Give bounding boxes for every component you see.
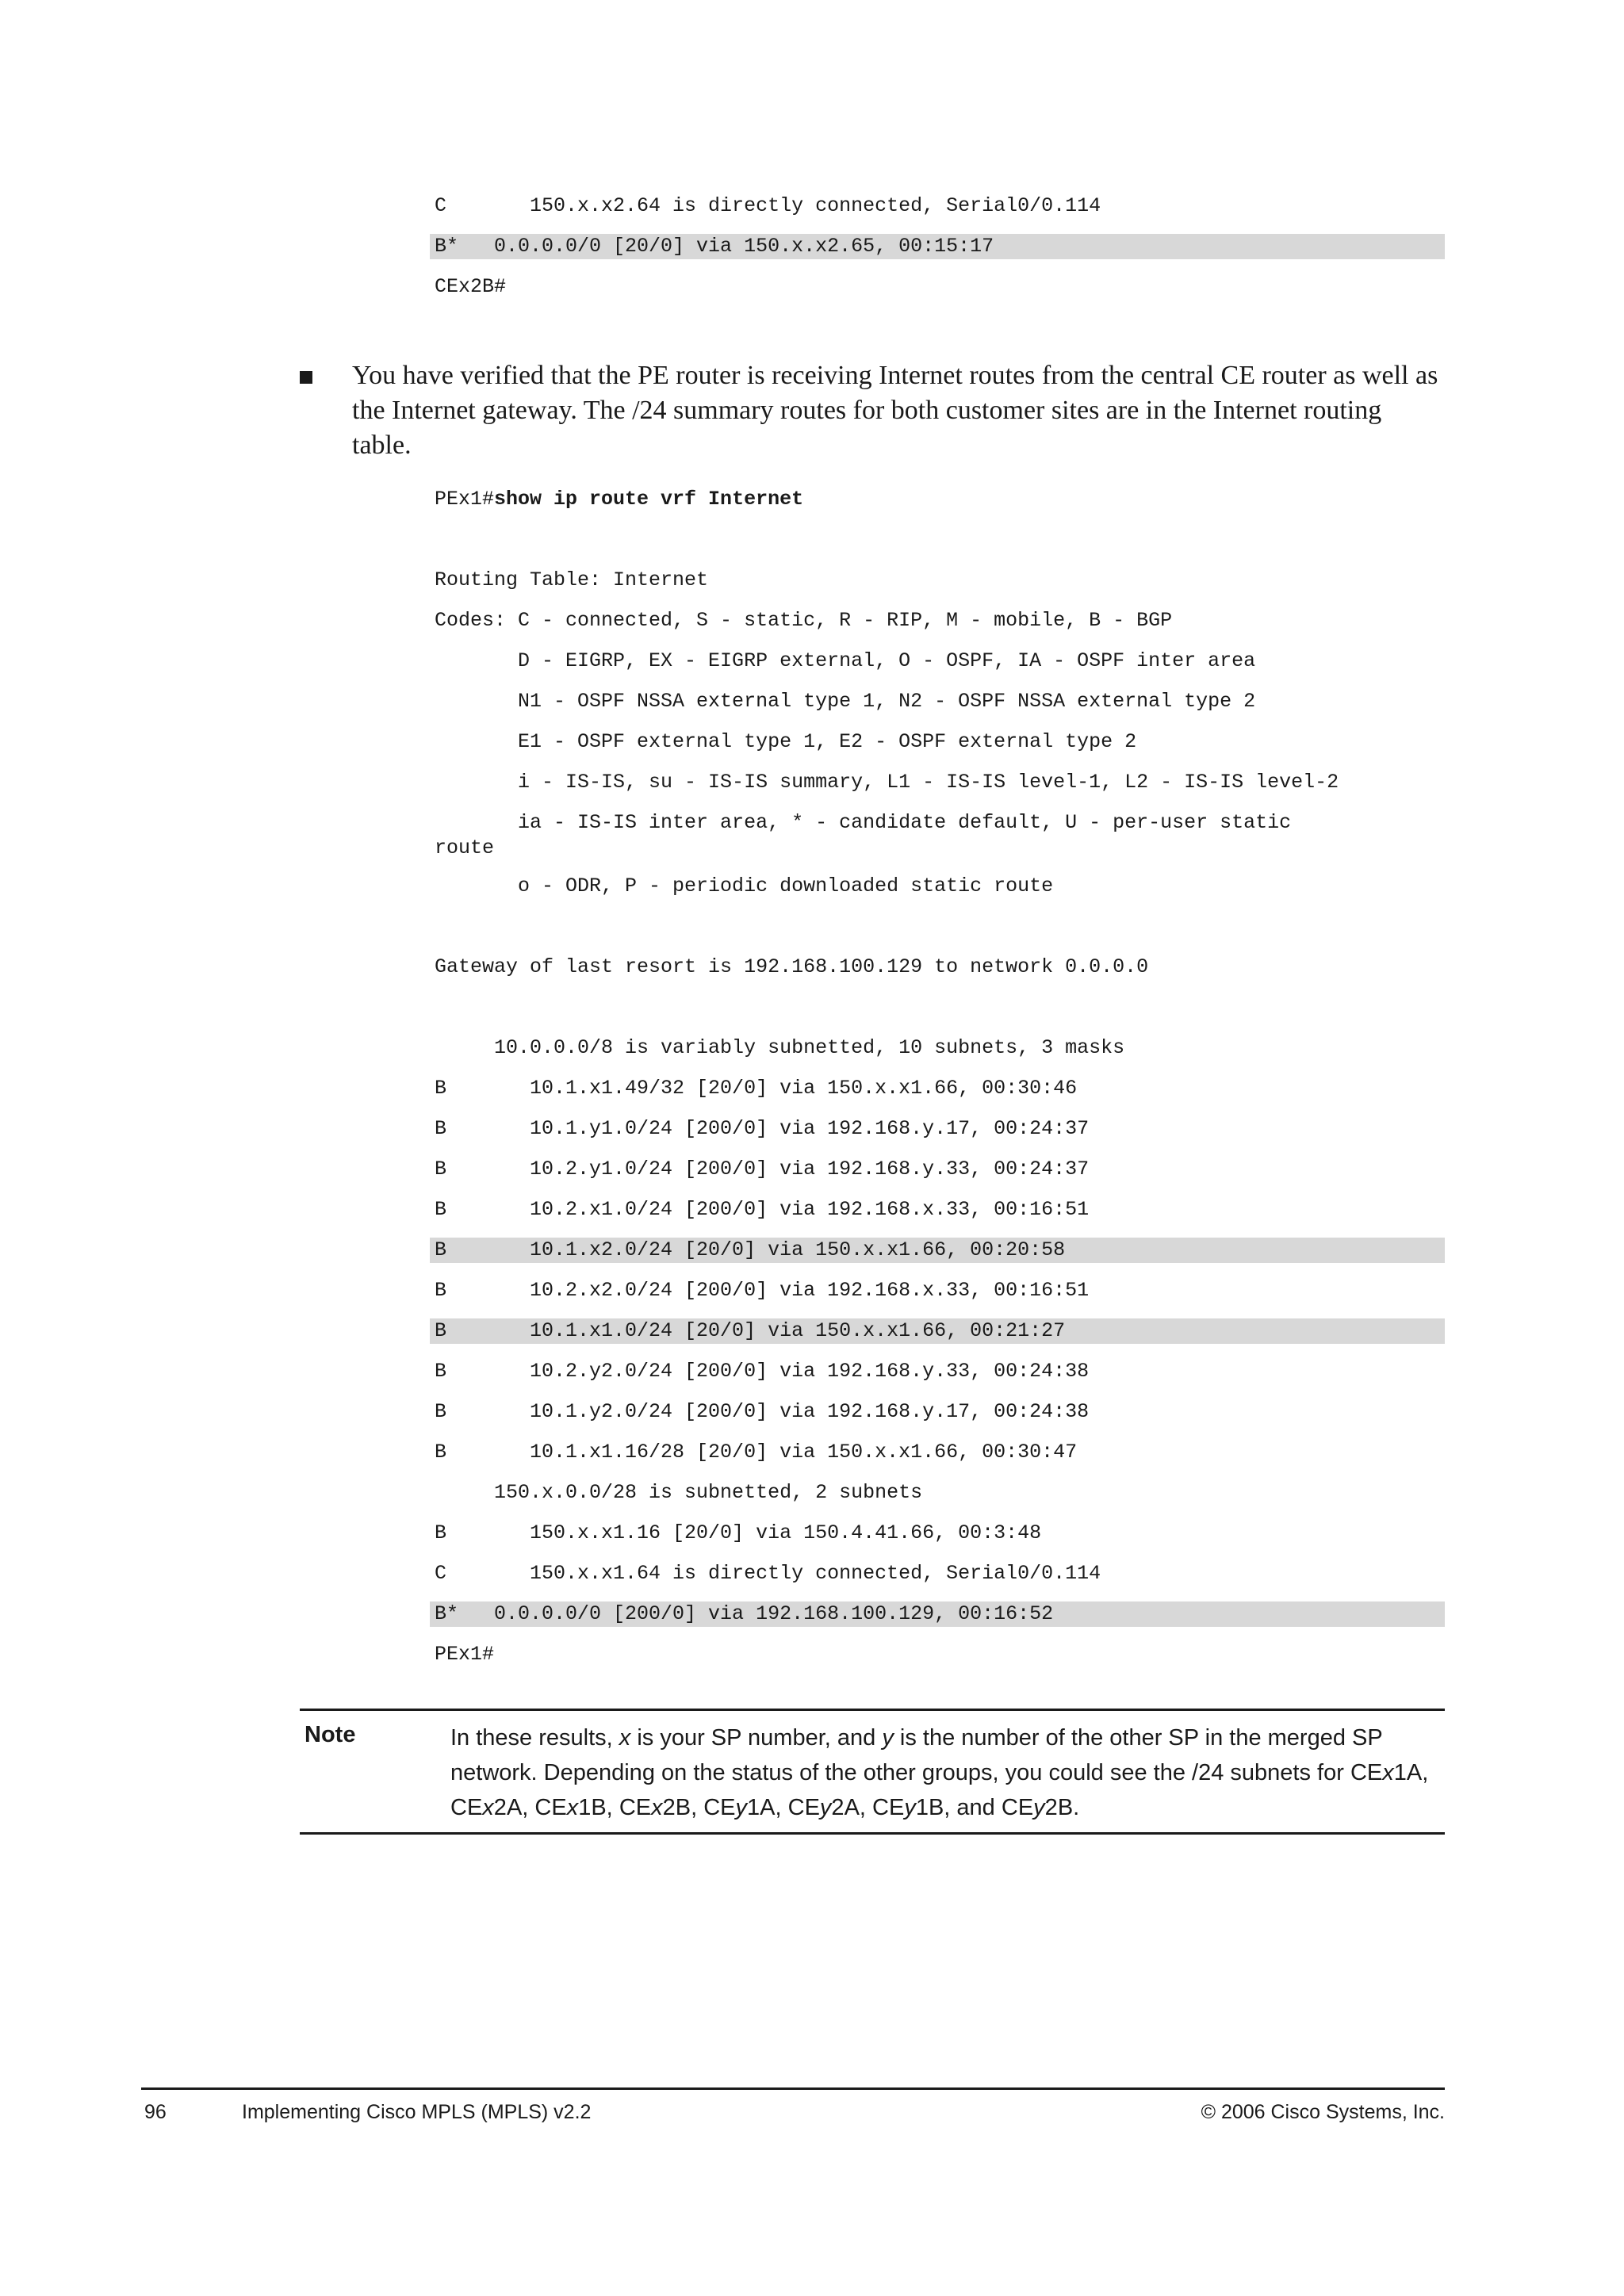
highlighted-code-line: B* 0.0.0.0/0 [200/0] via 192.168.100.129, 00:16:52 — [430, 1601, 1445, 1627]
note-box — [300, 1709, 1445, 1835]
code-line: i - IS-IS, su - IS-IS summary, L1 - IS-IS level-1, L2 - IS-IS level-2 — [435, 771, 1339, 794]
code-line: D - EIGRP, EX - EIGRP external, O - OSPF, IA - OSPF inter area — [435, 649, 1256, 672]
code-line: PEx1# — [435, 1643, 495, 1666]
code-line: B 10.2.y2.0/24 [200/0] via 192.168.y.33, 00:24:38 — [435, 1360, 1090, 1383]
code-line: B 150.x.x1.16 [20/0] via 150.4.41.66, 00:3:48 — [435, 1521, 1042, 1544]
code-line: C 150.x.x1.64 is directly connected, Serial0/0.114 — [435, 1562, 1101, 1585]
code-line: Gateway of last resort is 192.168.100.129 to network 0.0.0.0 — [435, 955, 1149, 978]
footer-title: Implementing Cisco MPLS (MPLS) v2.2 — [242, 2101, 592, 2123]
code-line: ia - IS-IS inter area, * - candidate default, U - per-user static route — [435, 811, 1292, 859]
note-text: In these results, x is your SP number, and y is the number of the other SP in the merged SP network. Depending on the status of the other groups, you could see the /24 subnets for CEx1A, CEx2A, CEx1B, CEx2B, CEy1A, CEy2A, CEy1B, and CEy2B. — [450, 1725, 1429, 1820]
command-prompt: PEx1# — [435, 488, 495, 511]
code-line: B 10.1.x1.49/32 [20/0] via 150.x.x1.66, 00:30:46 — [435, 1077, 1078, 1100]
code-line: B 10.1.y2.0/24 [200/0] via 192.168.y.17, 00:24:38 — [435, 1400, 1090, 1423]
code-line: B 10.1.x1.16/28 [20/0] via 150.x.x1.66, 00:30:47 — [435, 1441, 1078, 1464]
code-block-cex2b-output — [430, 193, 1445, 315]
code-line: E1 - OSPF external type 1, E2 - OSPF external type 2 — [435, 730, 1137, 753]
code-line — [430, 527, 1445, 553]
code-line — [430, 914, 1445, 939]
command-line — [430, 487, 1445, 512]
highlighted-code-line: B 10.1.x1.0/24 [20/0] via 150.x.x1.66, 00:21:27 — [430, 1318, 1445, 1344]
code-line: Routing Table: Internet — [435, 568, 709, 591]
code-line: B 10.1.y1.0/24 [200/0] via 192.168.y.17, 00:24:37 — [435, 1117, 1090, 1140]
code-block-pex1-route-table — [430, 487, 1445, 1682]
bullet-text: You have verified that the PE router is receiving Internet routes from the central CE router as well as the Internet gateway. The /24 summary routes for both customer sites are in the Internet routing table. — [352, 361, 1438, 460]
code-line: 150.x.0.0/28 is subnetted, 2 subnets — [435, 1481, 923, 1504]
highlighted-code-line: B 10.1.x2.0/24 [20/0] via 150.x.x1.66, 00:20:58 — [430, 1238, 1445, 1263]
command-text: show ip route vrf Internet — [494, 488, 804, 511]
code-line: B 10.2.y1.0/24 [200/0] via 192.168.y.33, 00:24:37 — [435, 1158, 1090, 1181]
code-line: C 150.x.x2.64 is directly connected, Serial0/0.114 — [435, 194, 1101, 217]
square-bullet-icon — [300, 371, 312, 384]
route-table-lines — [430, 527, 1445, 1667]
footer-copyright: © 2006 Cisco Systems, Inc. — [1201, 2101, 1445, 2123]
footer-page-number: 96 — [144, 2101, 167, 2123]
code-line: CEx2B# — [435, 275, 507, 298]
code-line: B 10.2.x2.0/24 [200/0] via 192.168.x.33, 00:16:51 — [435, 1279, 1090, 1302]
note-label: Note — [304, 1722, 356, 1747]
code-line: 10.0.0.0/8 is variably subnetted, 10 subnets, 3 masks — [435, 1036, 1125, 1059]
code-line: B 10.2.x1.0/24 [200/0] via 192.168.x.33, 00:16:51 — [435, 1198, 1090, 1221]
highlighted-code-line: B* 0.0.0.0/0 [20/0] via 150.x.x2.65, 00:15:17 — [430, 234, 1445, 259]
code-line — [430, 995, 1445, 1020]
footer-divider — [141, 2087, 1445, 2090]
code-line: N1 - OSPF NSSA external type 1, N2 - OSPF NSSA external type 2 — [435, 690, 1256, 713]
code-line: o - ODR, P - periodic downloaded static route — [435, 874, 1054, 897]
code-line: Codes: C - connected, S - static, R - RIP, M - mobile, B - BGP — [435, 609, 1173, 632]
